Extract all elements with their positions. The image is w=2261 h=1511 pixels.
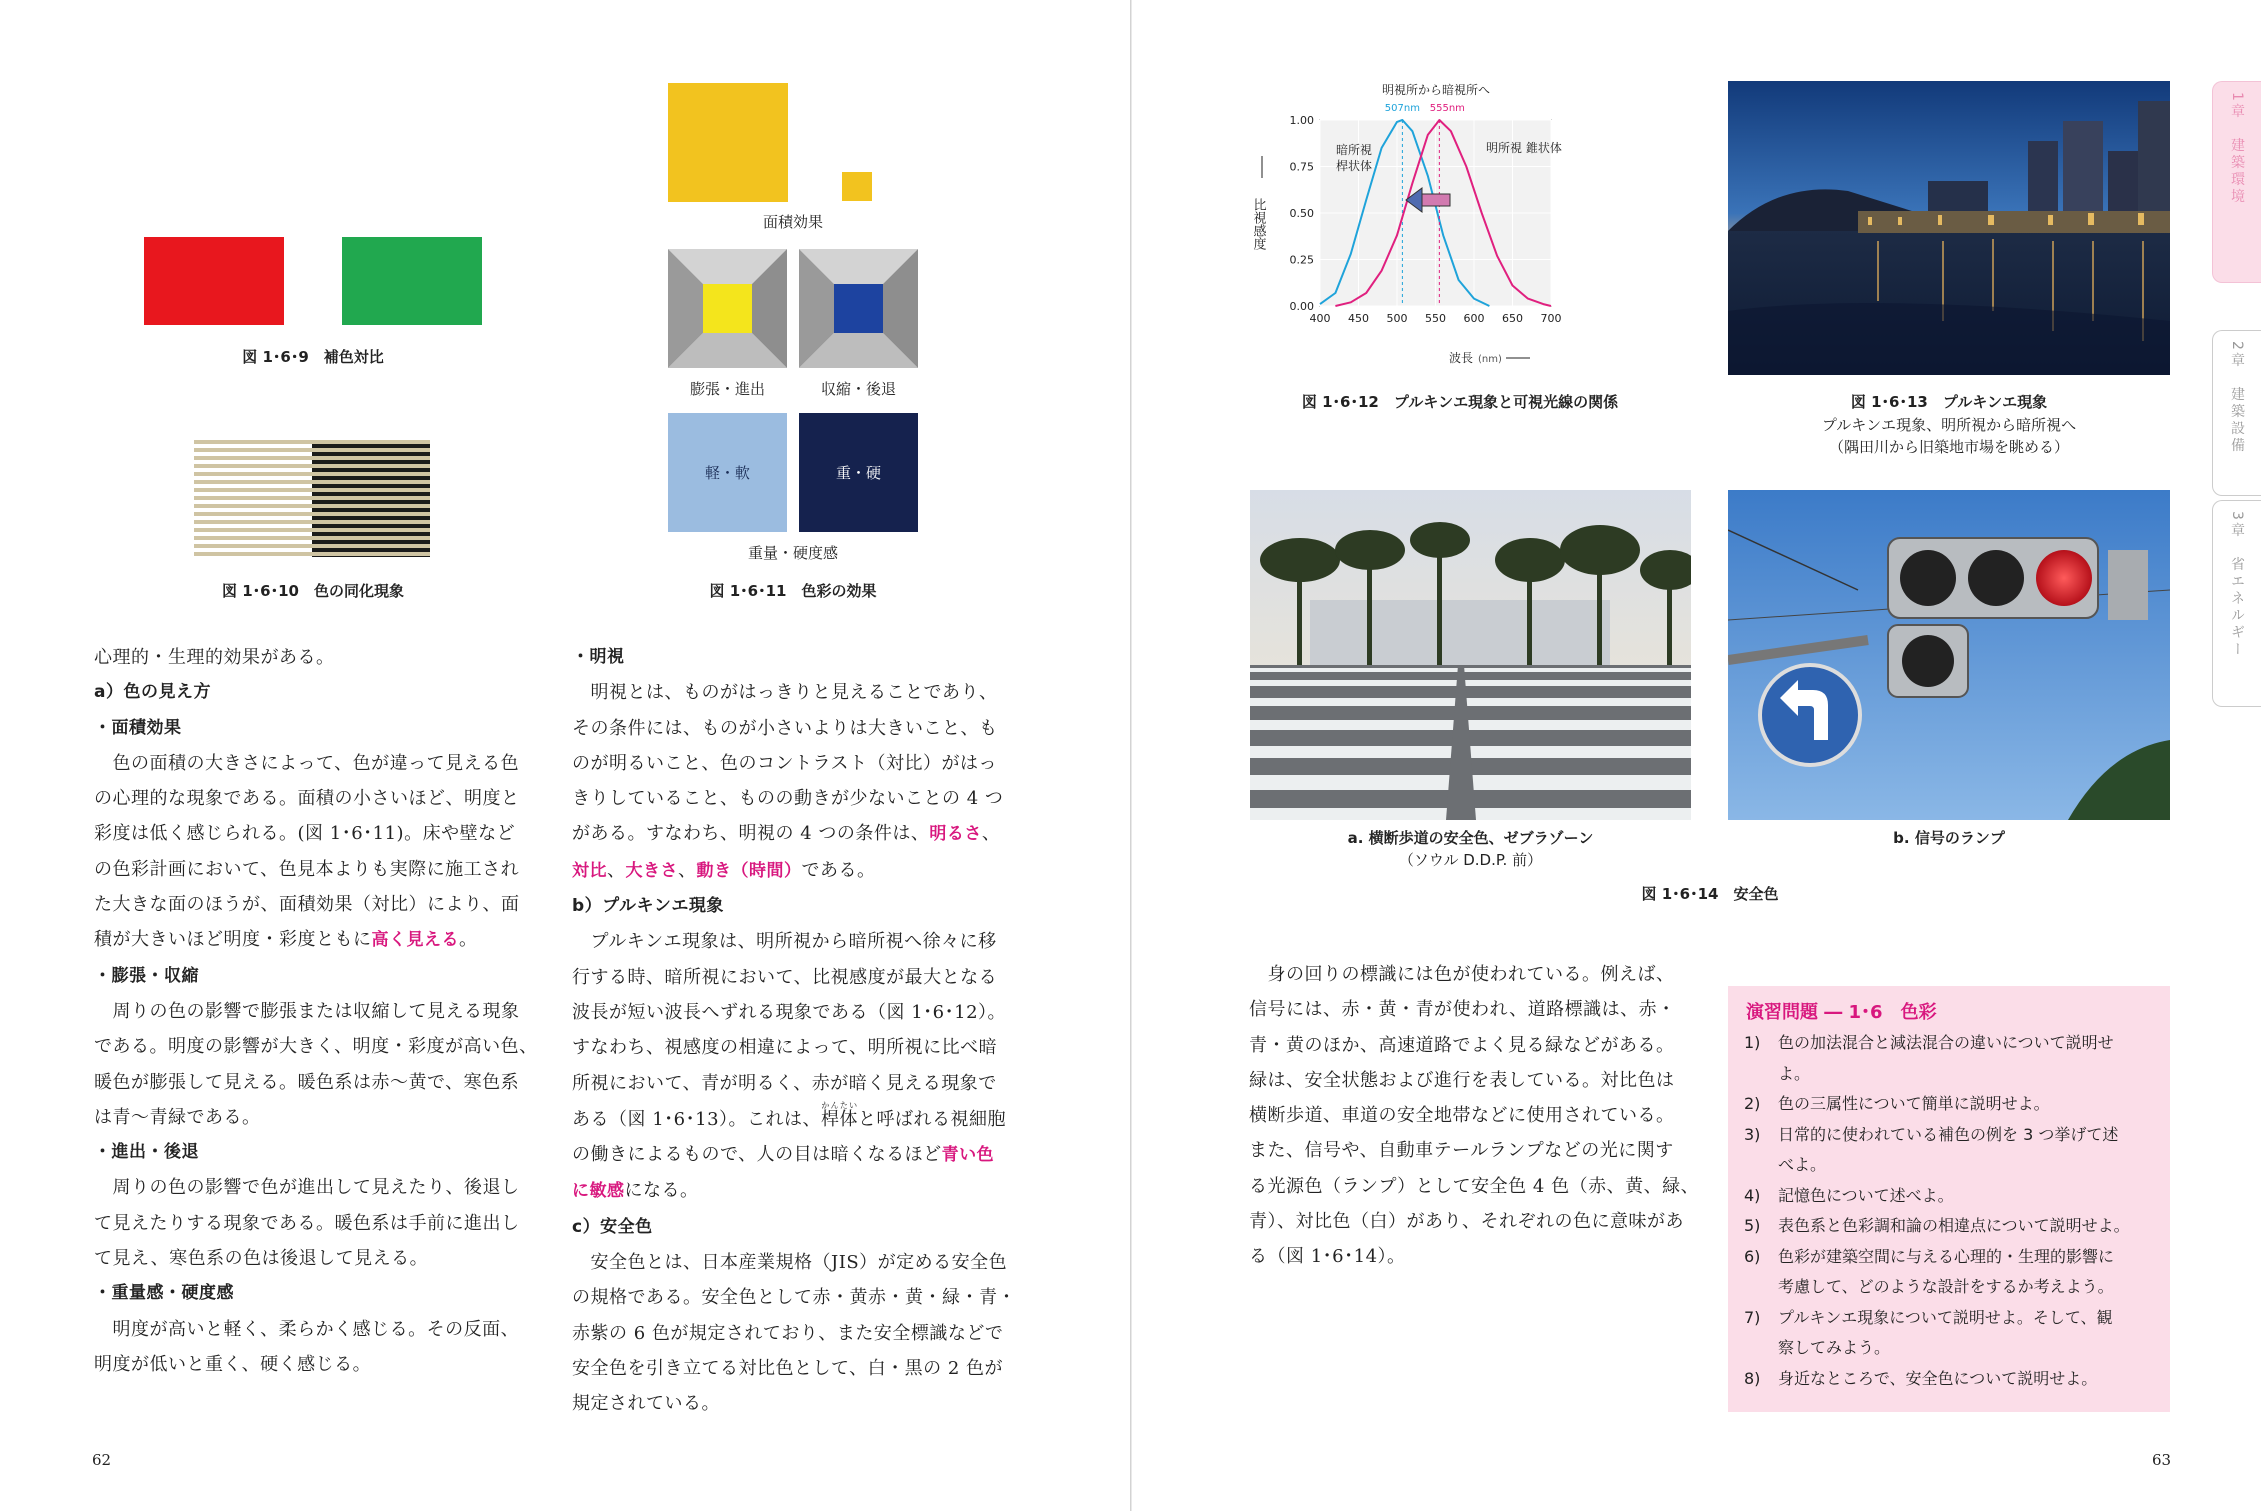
label-rod: 桿状体	[1336, 159, 1373, 173]
chapter-number: 1	[2229, 92, 2245, 104]
x-axis-unit: (nm)	[1478, 354, 1502, 365]
text-run: になる。	[624, 1180, 699, 1202]
exercise-text	[1778, 1211, 2130, 1242]
heavy-box	[799, 413, 918, 532]
x-tick-label: 500	[1386, 312, 1408, 325]
y-tick-label: 0.50	[1289, 207, 1314, 220]
text-line: の心理的な現象である。面積の小さいほど、明度と	[94, 788, 520, 810]
exercise-line: よ。	[1778, 1063, 1811, 1083]
exercise-text	[1778, 1028, 2114, 1089]
text-run: 積が大きいほど明度・彩度ともに	[94, 929, 372, 951]
fig13-sub1: プルキンエ現象、明所視から暗所視へ	[1821, 416, 2077, 434]
exercise-text	[1778, 1120, 2118, 1181]
exercise-list	[1744, 1028, 2164, 1394]
text-line: て見え、寒色系の色は後退して見える。	[94, 1248, 429, 1270]
exercise-item	[1744, 1120, 2164, 1181]
chapter-title: 章 建築設備	[2229, 352, 2245, 455]
red-swatch	[144, 237, 284, 325]
text-line: のが明るいこと、色のコントラスト（対比）がはっ	[572, 752, 997, 774]
exercise-number: 2)	[1744, 1094, 1761, 1113]
exercise-item	[1744, 1303, 2164, 1364]
right-body-text	[1249, 957, 1719, 1275]
x-tick-label: 650	[1502, 312, 1523, 325]
night-river-photo	[1728, 81, 2170, 375]
highlight-text: 大きさ	[625, 860, 678, 881]
exercise-text	[1778, 1242, 2114, 1303]
text-line: 安全色とは、日本産業規格（JIS）が定める安全色	[572, 1252, 1008, 1274]
text-line: 規定されている。	[572, 1393, 720, 1415]
traffic-light-photo	[1728, 490, 2170, 820]
ruby-base: 桿体	[821, 1108, 859, 1130]
text-run: がある。すなわち、明視の 4 つの条件は、	[572, 823, 930, 845]
exercise-number: 8)	[1744, 1368, 1761, 1388]
expand-box	[668, 249, 787, 368]
exercise-item	[1744, 1211, 2164, 1242]
page-number-right: 63	[2152, 1451, 2172, 1469]
left-column-1	[94, 640, 544, 1382]
text-run: 、	[678, 859, 697, 881]
text-line	[572, 1137, 1022, 1173]
x-tick-label: 550	[1425, 312, 1446, 325]
heading-clear-vision: ・明視	[572, 647, 625, 667]
text-line: である。明度の影響が大きく、明度・彩度が高い色、	[94, 1036, 538, 1058]
exercise-line: 色彩が建築空間に与える心理的・生理的影響に	[1778, 1246, 2115, 1266]
x-tick-label: 400	[1309, 312, 1331, 325]
exercise-line: 記憶色について述べよ。	[1778, 1185, 1954, 1205]
heading-area-effect: ・面積効果	[94, 717, 182, 738]
fig14a-caption: a. 横断歩道の安全色、ゼブラゾーン	[1347, 829, 1594, 847]
text-line: 信号には、赤・黄・青が使われ、道路標識は、赤・	[1249, 999, 1676, 1021]
exercise-text	[1778, 1303, 2113, 1364]
crosswalk-photo	[1250, 490, 1691, 820]
area-effect-label: 面積効果	[762, 213, 823, 231]
text-line: 安全色を引き立てる対比色として、白・黒の 2 色が	[572, 1357, 1004, 1379]
exercise-item	[1744, 1242, 2164, 1303]
purkinje-chart	[1240, 78, 1680, 378]
highlight-text: に敏感	[572, 1181, 625, 1202]
assimilation-stripes	[194, 440, 430, 557]
fig14a-sub: （ソウル D.D.P. 前）	[1398, 851, 1543, 869]
text-run: 、	[981, 823, 1001, 845]
shrink-label: 収縮・後退	[820, 380, 896, 398]
text-line: 行する時、暗所視において、比視感度が最大となる	[572, 966, 998, 988]
page-spine	[1130, 0, 1132, 1511]
expand-label: 膨張・進出	[689, 380, 765, 398]
text-line: 青）、対比色（白）があり、それぞれの色に意味があ	[1249, 1211, 1684, 1233]
text-line: プルキンエ現象は、明所視から暗所視へ徐々に移	[572, 931, 997, 953]
heading-weight: ・重量感・硬度感	[94, 1283, 234, 1304]
y-tick-label: 0.75	[1289, 160, 1314, 174]
text-line: の色彩計画において、色見本よりも実際に施工され	[94, 858, 520, 880]
exercise-number: 7)	[1744, 1307, 1761, 1327]
text-line: 心理的・生理的効果がある。	[94, 647, 335, 668]
highlight-text: 動き（時間）	[696, 860, 802, 881]
heading-expansion: ・膨張・収縮	[94, 965, 199, 986]
exercise-item	[1744, 1364, 2164, 1395]
exercise-number: 3)	[1744, 1124, 1761, 1144]
exercise-number: 6)	[1744, 1246, 1761, 1266]
ruby-reading: かんたい	[821, 1100, 859, 1110]
chapter-title: 章 建築環境	[2229, 103, 2245, 206]
chapter-tab-label	[2227, 511, 2247, 659]
text-line: 横断歩道、車道の安全地帯などに使用されている。	[1249, 1105, 1675, 1127]
x-tick-label: 600	[1463, 312, 1485, 325]
exercise-line: プルキンエ現象について説明せよ。そして、観	[1778, 1307, 2113, 1327]
chapter-number: 3	[2229, 511, 2245, 523]
exercise-line: 表色系と色彩調和論の相違点について説明せよ。	[1778, 1216, 2130, 1235]
text-line: の規格である。安全色として赤・黄赤・黄・緑・青・	[572, 1287, 1016, 1309]
text-line: 暖色が膨張して見える。暖色系は赤〜黄で、寒色系	[94, 1071, 520, 1093]
x-tick-label: 700	[1540, 312, 1562, 325]
chapter-tab-label	[2227, 92, 2247, 206]
text-line: 青・黄のほか、高速道路でよく見る緑などがある。	[1249, 1034, 1675, 1056]
label-light-vision: 明所視 錐状体	[1486, 141, 1562, 155]
light-box-label: 軽・軟	[704, 464, 750, 482]
text-line	[572, 853, 1022, 889]
fig13-sub2: （隅田川から旧築地市場を眺める）	[1828, 438, 2069, 456]
light-box	[668, 413, 787, 532]
text-line	[572, 816, 1022, 852]
x-axis-label: 波長	[1448, 351, 1473, 365]
text-line: 色の面積の大きさによって、色が違って見える色	[94, 752, 520, 774]
text-run: と呼ばれる視細胞	[858, 1108, 1007, 1130]
peak-label-blue: 507nm	[1384, 103, 1420, 114]
exercise-line: 察してみよう。	[1778, 1338, 1891, 1357]
chapter-tab-3[interactable]	[2212, 500, 2261, 707]
text-run: の働きによるもので、人の目は暗くなるほど	[572, 1144, 942, 1166]
heading-advance: ・進出・後退	[94, 1142, 199, 1163]
text-line	[572, 1101, 1022, 1137]
chapter-tab-label	[2227, 341, 2247, 455]
highlight-text: 対比	[572, 860, 607, 881]
chapter-tab-2[interactable]	[2212, 330, 2261, 496]
text-line: は青〜青緑である。	[94, 1106, 261, 1128]
exercise-line: べよ。	[1778, 1155, 1827, 1174]
exercise-line: 色の三属性について簡単に説明せよ。	[1778, 1094, 2050, 1113]
text-line: 彩度は低く感じられる。(図 1･6･11)。床や壁など	[94, 823, 516, 845]
y-tick-label: 0.00	[1289, 300, 1314, 313]
exercise-item	[1744, 1028, 2164, 1089]
text-line: る（図 1･6･14）。	[1249, 1246, 1406, 1268]
exercise-item	[1744, 1089, 2164, 1120]
chapter-tab-1[interactable]	[2212, 81, 2261, 283]
text-line: 明度が高いと軽く、柔らかく感じる。その反面、	[94, 1318, 520, 1340]
exercise-item	[1744, 1181, 2164, 1212]
text-line: 明度が低いと重く、硬く感じる。	[94, 1353, 372, 1375]
shrink-box	[799, 249, 918, 368]
heavy-box-label: 重・硬	[835, 464, 881, 482]
exercise-line: 考慮して、どのような設計をするか考えよう。	[1778, 1277, 2114, 1296]
fig13-caption: 図 1･6･13 プルキンエ現象	[1850, 393, 2048, 411]
exercise-number: 1)	[1744, 1033, 1761, 1052]
ruby-word	[821, 1100, 859, 1130]
text-line: た大きな面のほうが、面積効果（対比）により、面	[94, 894, 520, 916]
text-line: る光源色（ランプ）として安全色 4 色（赤、黄、緑、	[1249, 1175, 1700, 1197]
weight-label: 重量・硬度感	[747, 544, 838, 562]
exercise-number: 4)	[1744, 1185, 1761, 1205]
text-line: また、信号や、自動車テールランプなどの光に関す	[1249, 1140, 1674, 1162]
fig12-caption: 図 1･6･12 プルキンエ現象と可視光線の関係	[1301, 393, 1619, 411]
exercise-line: 身近なところで、安全色について説明せよ。	[1778, 1368, 2098, 1388]
x-tick-label: 450	[1348, 312, 1369, 325]
text-line: 明視とは、ものがはっきりと見えることであり、	[572, 682, 998, 704]
exercise-text	[1778, 1181, 1954, 1212]
label-dark-vision: 暗所視	[1336, 143, 1373, 157]
page-number-left: 62	[92, 1451, 112, 1469]
exercise-line: 日常的に使われている補色の例を 3 つ挙げて述	[1778, 1124, 2119, 1144]
text-line: 周りの色の影響で色が進出して見えたり、後退し	[94, 1177, 520, 1199]
text-line	[572, 1173, 1022, 1209]
text-line: 周りの色の影響で膨張または収縮して見える現象	[94, 1000, 520, 1022]
highlight-text: 高く見える	[371, 930, 459, 951]
text-line: その条件には、ものが小さいよりは大きいこと、も	[572, 717, 998, 739]
text-run: である。	[801, 859, 876, 881]
fig14b-caption: b. 信号のランプ	[1893, 829, 2005, 847]
fig10-caption: 図 1･6･10 色の同化現象	[222, 582, 404, 600]
text-line	[94, 922, 544, 958]
highlight-text: 明るさ	[929, 824, 982, 845]
fig14-caption: 図 1･6･14 安全色	[1641, 885, 1779, 903]
text-line: すなわち、視感度の相違によって、明所視に比べ暗	[572, 1037, 998, 1059]
green-swatch	[342, 237, 482, 325]
exercise-line: 色の加法混合と減法混合の違いについて説明せ	[1778, 1033, 2114, 1052]
exercise-text	[1778, 1089, 2050, 1120]
text-line: て見えたりする現象である。暖色系は手前に進出し	[94, 1212, 520, 1234]
large-yellow-square	[668, 83, 788, 202]
text-run: 。	[459, 929, 478, 951]
fig11-caption: 図 1･6･11 色彩の効果	[709, 582, 877, 600]
y-tick-label: 0.25	[1289, 253, 1314, 267]
text-run: ある（図 1･6･13）。これは、	[572, 1108, 822, 1130]
small-yellow-square	[842, 172, 872, 201]
chapter-number: 2	[2229, 341, 2245, 353]
heading-safety-color: c）安全色	[572, 1216, 653, 1237]
text-line: 身の回りの標識には色が使われている。例えば、	[1249, 964, 1675, 985]
exercise-number: 5)	[1744, 1216, 1761, 1235]
text-line: 所視において、青が明るく、赤が暗く見える現象で	[572, 1072, 997, 1094]
fig9-caption: 図 1･6･9 補色対比	[242, 348, 384, 366]
text-run: 、	[607, 859, 626, 881]
left-column-2	[572, 640, 1022, 1422]
exercise-text	[1778, 1364, 2097, 1395]
text-line: 波長が短い波長へずれる現象である（図 1･6･12）。	[572, 1001, 1007, 1023]
chart-title: 明視所から暗視所へ	[1381, 83, 1491, 97]
exercise-title: 演習問題 ― 1･6 色彩	[1746, 1002, 1937, 1023]
text-line: 赤紫の 6 色が規定されており、また安全標識などで	[572, 1322, 1004, 1344]
chapter-title: 章 省エネルギー	[2229, 522, 2245, 659]
exercise-box	[1728, 986, 2170, 1412]
y-tick-label: 1.00	[1289, 114, 1314, 127]
heading-purkinje: b）プルキンエ現象	[572, 896, 724, 917]
text-line: きりしていること、ものの動きが少ないことの 4 つ	[572, 788, 1004, 810]
y-axis-label: 比視感度	[1250, 198, 1266, 250]
heading-color-appearance: a）色の見え方	[94, 682, 211, 703]
highlight-text: 青い色	[941, 1145, 995, 1166]
text-line: 緑は、安全状態および進行を表している。対比色は	[1249, 1069, 1675, 1091]
peak-label-pink: 555nm	[1429, 103, 1465, 114]
